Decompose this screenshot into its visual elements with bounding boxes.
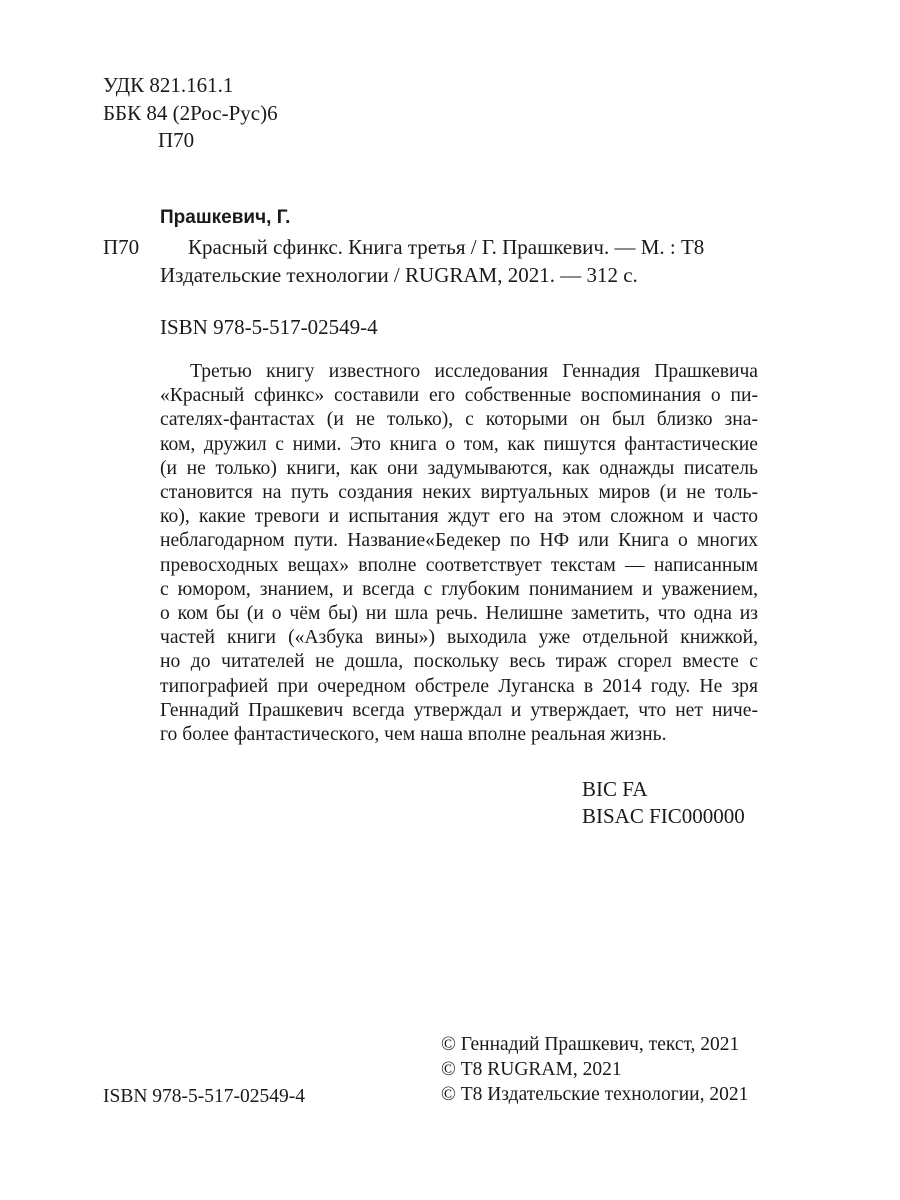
annotation-line: ко), какие тревоги и испытания ждут его на этом сложном и часто	[160, 506, 758, 528]
annotation-line: превосходных вещах» вполне соответствует текстам — написанным	[160, 554, 758, 576]
annotation-paragraph	[160, 360, 758, 747]
annotation-line: становится на путь создания неких виртуальных миров (и не толь-	[160, 482, 758, 504]
annotation-line: (и не только) книги, как они задумываются, как однажды писатель	[160, 457, 758, 479]
annotation-line: типографией при очередном обстреле Луганска в 2014 году. Не зря	[160, 675, 758, 697]
bibliography-line-2: Издательские технологии / RUGRAM, 2021. — 312 с.	[160, 263, 638, 287]
copyright-line: © Т8 RUGRAM, 2021	[441, 1059, 622, 1080]
copyright-block	[441, 1032, 748, 1107]
author-name: Прашкевич, Г.	[160, 207, 291, 228]
bibliography-line-1: Красный сфинкс. Книга третья / Г. Прашкевич. — М. : Т8	[188, 235, 705, 259]
copyright-line: © Т8 Издательские технологии, 2021	[441, 1084, 749, 1105]
annotation-line: го более фантастического, чем наша вполне реальная жизнь.	[160, 724, 667, 746]
udk-code: УДК 821.161.1	[103, 73, 234, 97]
annotation-line: сателях-фантастах (и не только), с которыми он был близко зна-	[160, 409, 758, 431]
annotation-line: «Красный сфинкс» составили его собственные воспоминания о пи-	[160, 385, 758, 407]
bic-code: BIC FA	[582, 777, 648, 801]
copyright-line: © Геннадий Прашкевич, текст, 2021	[441, 1034, 740, 1055]
bisac-code: BISAC FIC000000	[582, 804, 745, 828]
isbn-footer: ISBN 978-5-517-02549-4	[103, 1086, 306, 1107]
isbn-main: ISBN 978-5-517-02549-4	[160, 315, 378, 339]
bbk-code: ББК 84 (2Рос-Рус)6	[103, 101, 278, 125]
annotation-line: неблагодарном пути. Название«Бедекер по НФ или Книга о многих	[160, 530, 758, 552]
annotation-line: ком, дружил с ними. Это книга о том, как пишутся фантастические	[160, 433, 758, 455]
annotation-line: Геннадий Прашкевич всегда утверждал и утверждает, что нет ниче-	[160, 699, 758, 721]
annotation-line: частей книги («Азбука вины») выходила уже отдельной книжкой,	[160, 627, 758, 649]
annotation-line: с юмором, знанием, и всегда с глубоким пониманием и уважением,	[160, 578, 758, 600]
author-mark-top: П70	[158, 128, 195, 152]
annotation-line: но до читателей не дошла, поскольку весь тираж сгорел вместе с	[160, 651, 758, 673]
annotation-line: о ком бы (и о чём бы) ни шла речь. Нелишне заметить, что одна из	[160, 603, 758, 625]
annotation-line: Третью книгу известного исследования Геннадия Прашкевича	[190, 361, 758, 382]
author-mark-side: П70	[103, 235, 140, 259]
